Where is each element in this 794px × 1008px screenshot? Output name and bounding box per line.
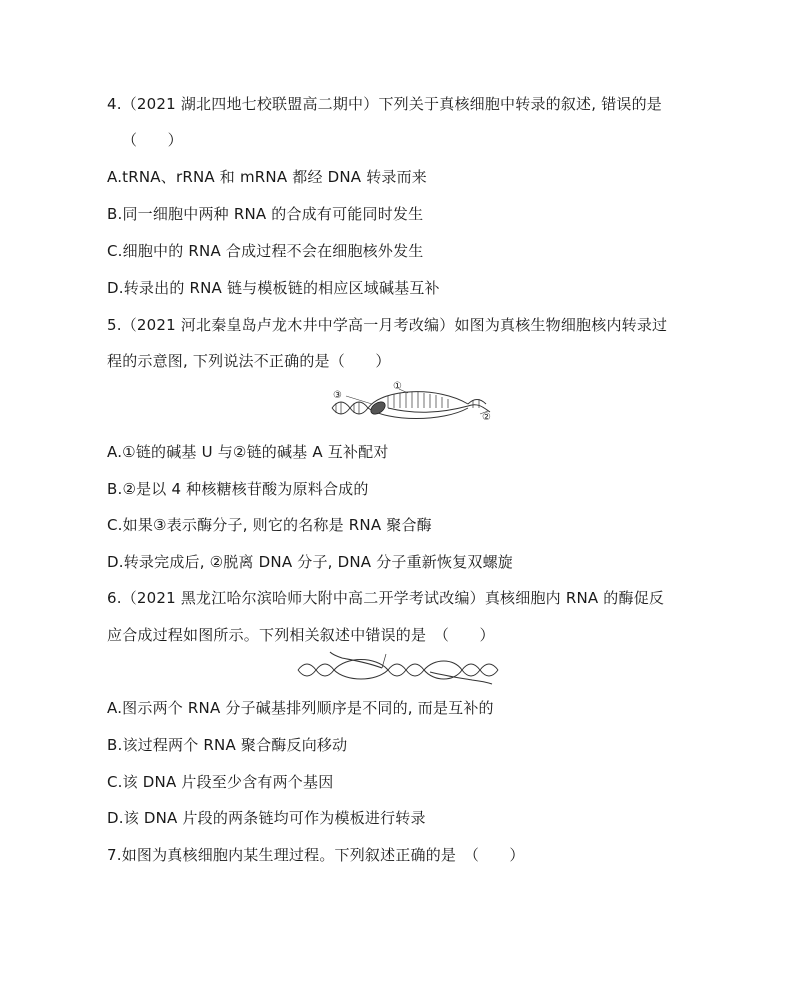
- q6-option-c: C.该 DNA 片段至少含有两个基因: [107, 773, 334, 791]
- q6-stem-line2: 应合成过程如图所示。下列相关叙述中错误的是 （ ）: [107, 626, 495, 644]
- q6-option-a: A.图示两个 RNA 分子碱基排列顺序是不同的, 而是互补的: [107, 699, 494, 717]
- q5-stem-line1: 5.（2021 河北秦皇岛卢龙木井中学高一月考改编）如图为真核生物细胞核内转录过: [107, 316, 668, 334]
- q6-option-b: B.该过程两个 RNA 聚合酶反向移动: [107, 736, 348, 754]
- q5-option-c: C.如果③表示酶分子, 则它的名称是 RNA 聚合酶: [107, 516, 432, 534]
- q6-stem-line1: 6.（2021 黑龙江哈尔滨哈师大附中高二开学考试改编）真核细胞内 RNA 的酶促反: [107, 589, 665, 607]
- q5-stem-line2: 程的示意图, 下列说法不正确的是（ ）: [107, 352, 391, 370]
- q7-stem: 7.如图为真核细胞内某生理过程。下列叙述正确的是 （ ）: [107, 846, 525, 864]
- q4-option-d: D.转录出的 RNA 链与模板链的相应区域碱基互补: [107, 279, 440, 297]
- q5-option-b: B.②是以 4 种核糖核苷酸为原料合成的: [107, 480, 369, 498]
- q5-option-a: A.①链的碱基 U 与②链的碱基 A 互补配对: [107, 443, 389, 461]
- q4-option-a: A.tRNA、rRNA 和 mRNA 都经 DNA 转录而来: [107, 168, 428, 186]
- q4-option-c: C.细胞中的 RNA 合成过程不会在细胞核外发生: [107, 242, 424, 260]
- figure-label-3: ③: [333, 390, 342, 401]
- transcription-bubble-figure: [328, 378, 498, 422]
- figure-label-1: ①: [393, 381, 402, 392]
- figure-label-2: ②: [482, 412, 491, 422]
- two-bubbles-figure: [296, 650, 500, 686]
- q4-answer-blank: （ ）: [122, 131, 183, 149]
- q4-stem: 4.（2021 湖北四地七校联盟高二期中）下列关于真核细胞中转录的叙述, 错误的是: [107, 95, 662, 113]
- q5-option-d: D.转录完成后, ②脱离 DNA 分子, DNA 分子重新恢复双螺旋: [107, 553, 514, 571]
- q6-option-d: D.该 DNA 片段的两条链均可作为模板进行转录: [107, 809, 426, 827]
- q4-option-b: B.同一细胞中两种 RNA 的合成有可能同时发生: [107, 205, 424, 223]
